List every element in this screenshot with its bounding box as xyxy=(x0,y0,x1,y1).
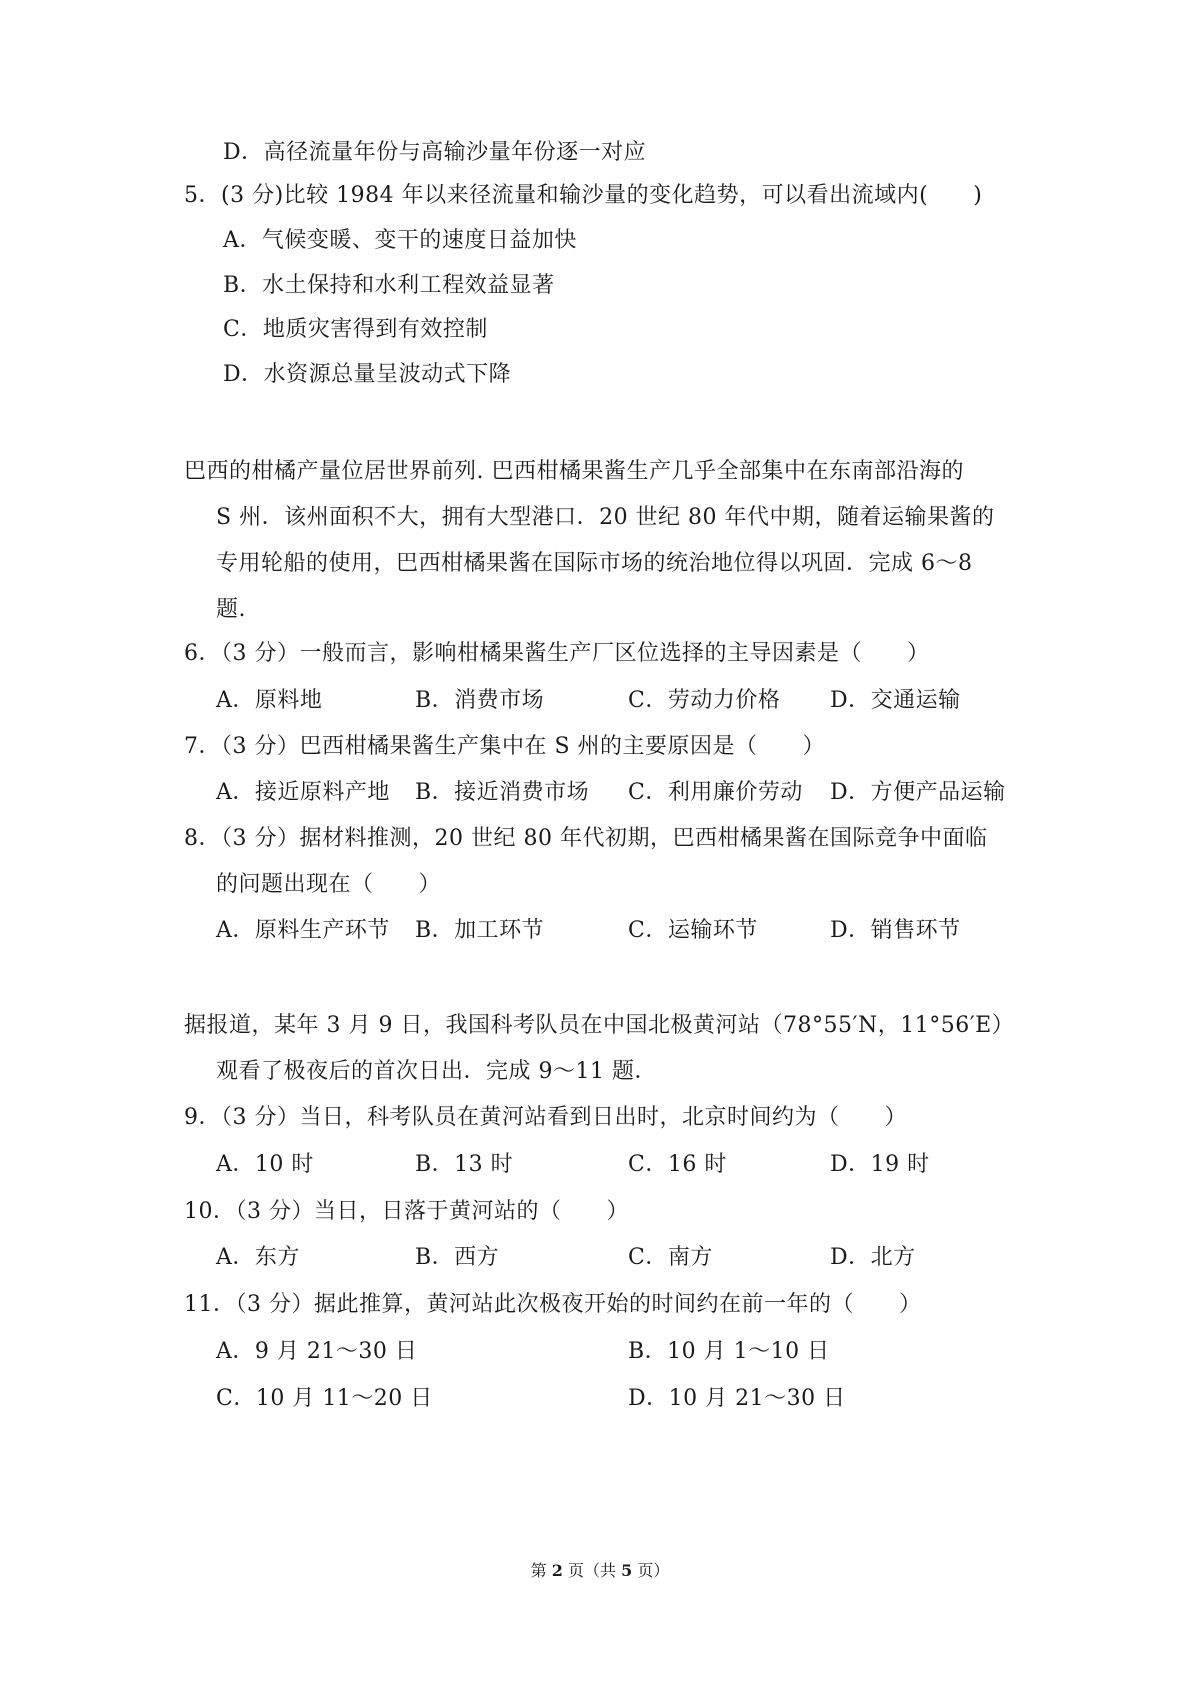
q10-option-c: C．南方 xyxy=(628,1245,713,1270)
q8-option-c: C．运输环节 xyxy=(628,918,758,943)
q5-option-d: D．水资源总量呈波动式下降 xyxy=(223,362,512,387)
q11-stem: 11．（3 分）据此推算，黄河站此次极夜开始的时间约在前一年的（ ） xyxy=(184,1292,922,1317)
passage1-line-1: 巴西的柑橘产量位居世界前列. 巴西柑橘果酱生产几乎全部集中在东南部沿海的 xyxy=(184,459,964,484)
q5-option-b: B．水土保持和水利工程效益显著 xyxy=(223,273,555,298)
passage1-line-3: 专用轮船的使用，巴西柑橘果酱在国际市场的统治地位得以巩固．完成 6～8 xyxy=(216,551,973,576)
passage2-line-1: 据报道，某年 3 月 9 日，我国科考队员在中国北极黄河站（78°55′N，11°56′E） xyxy=(184,1013,1015,1038)
footer-page-number: 2 xyxy=(551,1561,563,1580)
footer-prefix: 第 xyxy=(530,1561,547,1580)
q6-option-d: D．交通运输 xyxy=(830,688,961,713)
q11-option-c: C．10 月 11～20 日 xyxy=(216,1386,433,1411)
q11-option-d: D．10 月 21～30 日 xyxy=(628,1386,846,1411)
q6-option-c: C．劳动力价格 xyxy=(628,688,781,713)
page-footer xyxy=(0,1560,1200,1582)
q9-stem: 9．（3 分）当日，科考队员在黄河站看到日出时，北京时间约为（ ） xyxy=(184,1105,907,1130)
q5-option-c: C．地质灾害得到有效控制 xyxy=(223,317,488,342)
q10-option-a: A．东方 xyxy=(216,1245,300,1270)
q8-option-a: A．原料生产环节 xyxy=(216,918,390,943)
q10-option-d: D．北方 xyxy=(830,1245,916,1270)
q8-option-d: D．销售环节 xyxy=(830,918,961,943)
q9-option-b: B．13 时 xyxy=(415,1152,514,1177)
q6-option-a: A．原料地 xyxy=(216,688,323,713)
q6-stem: 6．（3 分）一般而言，影响柑橘果酱生产厂区位选择的主导因素是（ ） xyxy=(184,641,930,666)
q8-option-b: B．加工环节 xyxy=(415,918,545,943)
footer-total-pages: 5 xyxy=(621,1561,633,1580)
q7-option-d: D．方便产品运输 xyxy=(830,780,1006,805)
passage1-line-2: S 州．该州面积不大，拥有大型港口．20 世纪 80 年代中期，随着运输果酱的 xyxy=(216,505,995,530)
q10-stem: 10．（3 分）当日，日落于黄河站的（ ） xyxy=(184,1199,629,1224)
footer-suffix: 页） xyxy=(637,1561,670,1580)
q8-stem-line-1: 8．（3 分）据材料推测，20 世纪 80 年代初期，巴西柑橘果酱在国际竞争中面临 xyxy=(184,826,988,851)
q11-option-b: B．10 月 1～10 日 xyxy=(628,1339,830,1364)
footer-mid: 页（共 xyxy=(567,1561,616,1580)
q5-option-a: A．气候变暖、变干的速度日益加快 xyxy=(223,228,577,253)
q7-option-a: A．接近原料产地 xyxy=(216,780,390,805)
q9-option-a: A．10 时 xyxy=(216,1152,314,1177)
q8-stem-line-2: 的问题出现在（ ） xyxy=(216,872,442,897)
q5-stem: 5．(3 分)比较 1984 年以来径流量和输沙量的变化趋势，可以看出流域内( ) xyxy=(184,183,983,208)
q7-stem: 7．（3 分）巴西柑橘果酱生产集中在 S 州的主要原因是（ ） xyxy=(184,734,826,759)
q7-option-b: B．接近消费市场 xyxy=(415,780,590,805)
q4-option-d: D．高径流量年份与高输沙量年份逐一对应 xyxy=(223,140,647,165)
q9-option-d: D．19 时 xyxy=(830,1152,930,1177)
q10-option-b: B．西方 xyxy=(415,1245,500,1270)
q7-option-c: C．利用廉价劳动 xyxy=(628,780,803,805)
passage2-line-2: 观看了极夜后的首次日出．完成 9～11 题． xyxy=(216,1059,657,1084)
q11-option-a: A．9 月 21～30 日 xyxy=(216,1339,418,1364)
passage1-line-4: 题. xyxy=(216,597,246,622)
q6-option-b: B．消费市场 xyxy=(415,688,545,713)
q9-option-c: C．16 时 xyxy=(628,1152,727,1177)
